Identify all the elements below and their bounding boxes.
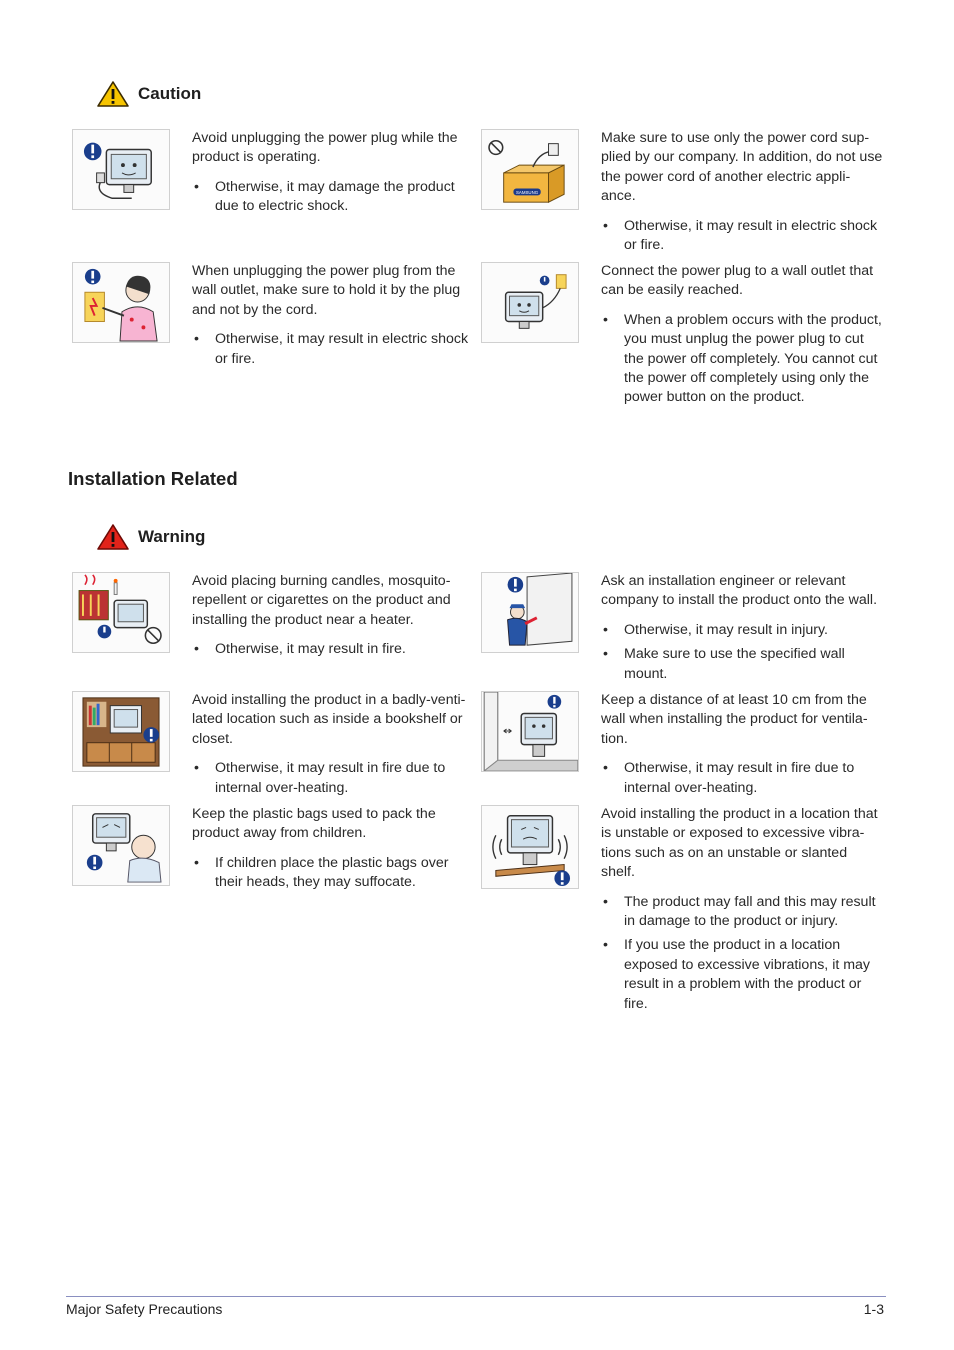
item-text: Ask an installation engineer or relevant company to install the product onto the wall.: [601, 573, 878, 609]
svg-text:SAMSUNG: SAMSUNG: [516, 189, 539, 195]
illustration-accessible-outlet: [481, 262, 579, 343]
vibrating-monitor-icon: [482, 806, 578, 888]
illustration-hold-plug: [72, 262, 170, 343]
bullet: • Otherwise, it may result in electric shock or fire.: [192, 330, 474, 369]
child-plastic-bag-icon: [73, 806, 169, 885]
monitor-wall-distance-icon: [482, 692, 578, 771]
footer-page-number: 1-3: [863, 1301, 884, 1317]
item-text: Make sure to use only the power cord sup-plied by our company. In addition, do not use the power cord of another electric appli-ance.: [601, 130, 883, 205]
bookshelf-monitor-icon: [73, 692, 169, 771]
bullet: • Otherwise, it may result in injury.: [601, 621, 883, 640]
item-text: Keep a distance of at least 10 cm from the wall when installing the product for ventila-tion.: [601, 692, 868, 747]
caution-label: Caution: [138, 84, 202, 103]
illustration-power-cord-box: [481, 129, 579, 210]
item-text: Avoid unplugging the power plug while the product is operating.: [192, 130, 458, 166]
caution-triangle-icon: [96, 80, 130, 108]
bullet: • Make sure to use the specified wall mount.: [601, 645, 883, 684]
illustration-candles-heater: [72, 572, 170, 653]
monitor-plug-icon: [73, 130, 169, 209]
bullet: • Otherwise, it may result in fire due to internal over-heating.: [192, 759, 474, 798]
item-text: When unplugging the power plug from the wall outlet, make sure to hold it by the plug and not by the cord.: [192, 263, 461, 318]
item-text: Keep the plastic bags used to pack the product away from children.: [192, 806, 436, 842]
heater-candle-icon: [73, 573, 169, 652]
illustration-unstable-shelf: [481, 805, 579, 889]
warning-label: Warning: [138, 527, 206, 546]
footer-section-title: Major Safety Precautions: [66, 1301, 223, 1317]
footer-rule: [66, 1296, 886, 1297]
bullet: • The product may fall and this may result in damage to the product or injury.: [601, 893, 883, 932]
bullet: • Otherwise, it may result in fire.: [192, 640, 474, 659]
illustration-unplug-while-operating: [72, 129, 170, 210]
hold-plug-icon: [73, 263, 169, 342]
item-text: Avoid installing the product in a location that is unstable or exposed to excessive vibra-tions such as on an unstable or slanted shelf.: [601, 806, 878, 881]
installation-related-title: Installation Related: [68, 468, 238, 489]
engineer-wall-icon: [482, 573, 578, 652]
bullet: • When a problem occurs with the product, you must unplug the power plug to cut the power off completely. You cannot cut the power off completely using only the power button on the product.: [601, 311, 883, 408]
illustration-engineer-wall-mount: [481, 572, 579, 653]
item-text: Avoid installing the product in a badly-venti-lated location such as inside a bookshelf or closet.: [192, 692, 466, 747]
item-text: Connect the power plug to a wall outlet that can be easily reached.: [601, 263, 874, 299]
illustration-bookshelf: [72, 691, 170, 772]
illustration-child-plastic-bag: [72, 805, 170, 886]
warning-triangle-icon: [96, 523, 130, 551]
item-text: Avoid placing burning candles, mosquito-repellent or cigarettes on the product and installing the product near a heater.: [192, 573, 451, 628]
bullet: • If children place the plastic bags over their heads, they may suffocate.: [192, 854, 474, 893]
monitor-outlet-icon: [482, 263, 578, 342]
bullet: • Otherwise, it may damage the product due to electric shock.: [192, 178, 474, 217]
warning-heading: [96, 523, 205, 551]
illustration-wall-distance: [481, 691, 579, 772]
power-cord-box-icon: [482, 130, 578, 209]
caution-heading: [96, 80, 201, 108]
bullet: • If you use the product in a location exposed to excessive vibrations, it may result in a problem with the product or fire.: [601, 936, 883, 1014]
bullet: • Otherwise, it may result in electric shock or fire.: [601, 217, 883, 256]
bullet: • Otherwise, it may result in fire due to internal over-heating.: [601, 759, 883, 798]
